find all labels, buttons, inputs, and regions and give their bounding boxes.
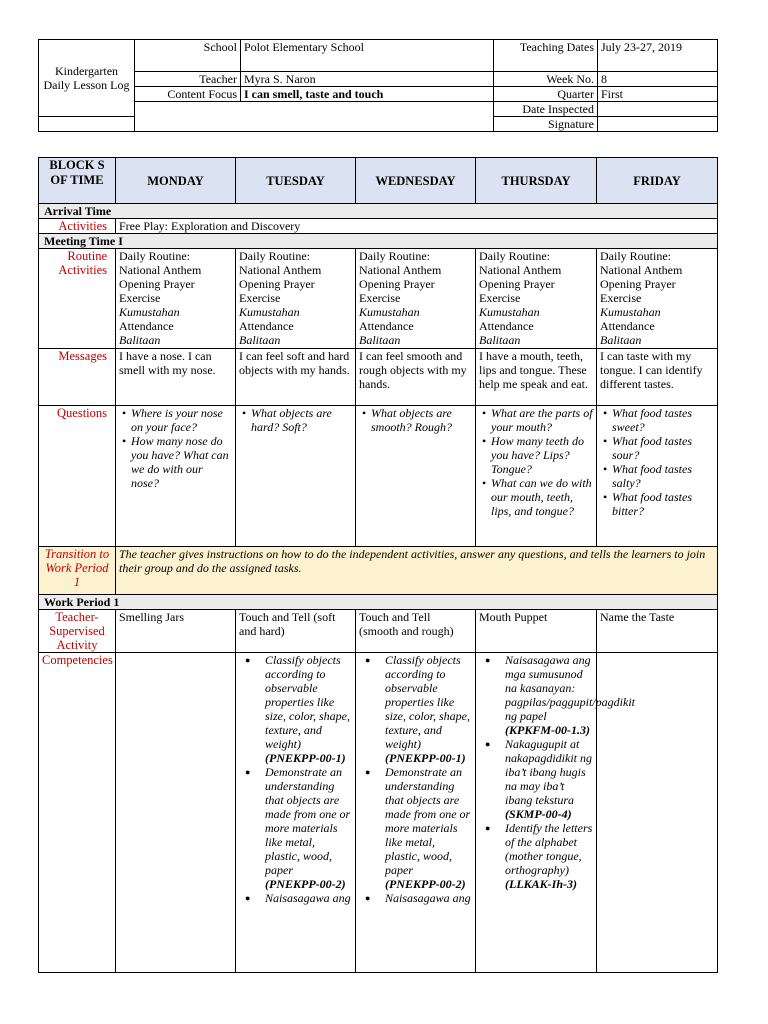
- supervised-wednesday: Touch and Tell (smooth and rough): [356, 610, 476, 653]
- day-header-thursday: THURSDAY: [476, 158, 597, 204]
- routine-line: Opening Prayer: [359, 277, 435, 291]
- content-focus-value: I can smell, taste and touch: [241, 87, 494, 102]
- routine-line: National Anthem: [600, 263, 683, 277]
- transition-text: The teacher gives instructions on how to do the independent activities, answer any questions, and tells the learners to join their group and do the assigned tasks.: [116, 547, 718, 595]
- competencies-wednesday: [356, 653, 476, 973]
- teaching-dates-value: July 23-27, 2019: [598, 40, 718, 72]
- signature-value: [598, 117, 718, 132]
- question-item: • What food tastes bitter?: [612, 490, 714, 518]
- day-header-wednesday: WEDNESDAY: [356, 158, 476, 204]
- routine-line: Balitaan: [600, 333, 642, 347]
- question-item: • What can we do with our mouth, teeth, lips, and tongue?: [491, 476, 593, 518]
- competencies-monday: [116, 653, 236, 973]
- work-period-section: Work Period 1: [39, 595, 718, 610]
- header-blank: [135, 102, 494, 132]
- routine-line: Kumustahan: [359, 305, 420, 319]
- supervised-thursday: Mouth Puppet: [476, 610, 597, 653]
- routine-line: Attendance: [600, 319, 655, 333]
- routine-line: Daily Routine:: [239, 249, 310, 263]
- questions-thursday: [476, 406, 597, 547]
- question-item: • What objects are hard? Soft?: [251, 406, 352, 434]
- supervised-tuesday: Touch and Tell (soft and hard): [236, 610, 356, 653]
- routine-line: National Anthem: [239, 263, 322, 277]
- question-item: • What are the parts of your mouth?: [491, 406, 593, 434]
- questions-monday: [116, 406, 236, 547]
- routine-line: Opening Prayer: [239, 277, 315, 291]
- date-inspected-label: Date Inspected: [494, 102, 598, 117]
- routine-line: Exercise: [479, 291, 521, 305]
- competency-item: ● Demonstrate an understanding that objects are made from one or more materials like metal, plastic, wood, paper (PNEKPP-00-2): [265, 765, 352, 891]
- question-item: • What food tastes salty?: [612, 462, 714, 490]
- routine-line: Exercise: [359, 291, 401, 305]
- competency-item: ● Demonstrate an understanding that objects are made from one or more materials like metal, plastic, wood, paper (PNEKPP-00-2): [385, 765, 472, 891]
- competency-item: ● Naisasagawa ang mga sumusunod na kasanayan: pagpilas/paggupit/pagdikit ng papel (KPKFM-00-1.3): [505, 653, 593, 737]
- routine-line: Balitaan: [479, 333, 521, 347]
- question-item: • What food tastes sour?: [612, 434, 714, 462]
- day-header-monday: MONDAY: [116, 158, 236, 204]
- question-item: • How many nose do you have? What can we do with our nose?: [131, 434, 232, 490]
- routine-line: Kumustahan: [119, 305, 180, 319]
- competency-item: ● Identify the letters of the alphabet (mother tongue, orthography) (LLKAK-Ih-3): [505, 821, 593, 891]
- routine-line: Opening Prayer: [600, 277, 676, 291]
- routine-cell-monday: [116, 249, 236, 349]
- routine-cell-wednesday: [356, 249, 476, 349]
- supervised-friday: Name the Taste: [597, 610, 718, 653]
- routine-line: Attendance: [119, 319, 174, 333]
- message-thursday: I have a mouth, teeth, lips and tongue. These help me speak and eat.: [476, 349, 597, 406]
- questions-label: Questions: [39, 406, 116, 547]
- school-value: Polot Elementary School: [241, 40, 494, 72]
- message-wednesday: I can feel smooth and rough objects with my hands.: [356, 349, 476, 406]
- questions-tuesday: [236, 406, 356, 547]
- meeting-time-section: Meeting Time I: [39, 234, 718, 249]
- competency-item: ● Naisasagawa ang: [265, 891, 352, 905]
- routine-line: Balitaan: [239, 333, 281, 347]
- teacher-supervised-label: Teacher-Supervised Activity: [39, 610, 116, 653]
- message-friday: I can taste with my tongue. I can identify different tastes.: [597, 349, 718, 406]
- routine-line: Opening Prayer: [119, 277, 195, 291]
- teaching-dates-label: Teaching Dates: [494, 40, 598, 72]
- routine-line: Kumustahan: [600, 305, 661, 319]
- routine-line: Balitaan: [119, 333, 161, 347]
- question-item: • How many teeth do you have? Lips? Tongue?: [491, 434, 593, 476]
- competency-item: ● Classify objects according to observable properties like size, color, shape, texture, and weight) (PNEKPP-00-1): [265, 653, 352, 765]
- routine-line: Attendance: [479, 319, 534, 333]
- competency-item: ● Classify objects according to observable properties like size, color, shape, texture, and weight) (PNEKPP-00-1): [385, 653, 472, 765]
- activities-value: Free Play: Exploration and Discovery: [116, 219, 718, 234]
- routine-line: Attendance: [359, 319, 414, 333]
- routine-line: Attendance: [239, 319, 294, 333]
- message-tuesday: I can feel soft and hard objects with my hands.: [236, 349, 356, 406]
- routine-cell-friday: [597, 249, 718, 349]
- routine-line: Kumustahan: [479, 305, 540, 319]
- routine-line: Daily Routine:: [119, 249, 190, 263]
- quarter-value: First: [598, 87, 718, 102]
- competencies-tuesday: [236, 653, 356, 973]
- competency-item: ● Naisasagawa ang: [385, 891, 472, 905]
- routine-line: Exercise: [119, 291, 161, 305]
- routine-line: Opening Prayer: [479, 277, 555, 291]
- message-monday: I have a nose. I can smell with my nose.: [116, 349, 236, 406]
- signature-label: Signature: [494, 117, 598, 132]
- routine-line: Balitaan: [359, 333, 401, 347]
- arrival-time-section: Arrival Time: [39, 204, 718, 219]
- routine-line: National Anthem: [119, 263, 202, 277]
- quarter-label: Quarter: [494, 87, 598, 102]
- routine-line: Exercise: [239, 291, 281, 305]
- messages-label: Messages: [39, 349, 116, 406]
- supervised-monday: Smelling Jars: [116, 610, 236, 653]
- questions-friday: [597, 406, 718, 547]
- content-focus-label: Content Focus: [135, 87, 241, 102]
- routine-line: Kumustahan: [239, 305, 300, 319]
- teacher-value: Myra S. Naron: [241, 72, 494, 87]
- routine-line: Daily Routine:: [359, 249, 430, 263]
- routine-line: Daily Routine:: [479, 249, 550, 263]
- lesson-log-header: [38, 39, 718, 132]
- competencies-thursday: [476, 653, 636, 973]
- day-header-tuesday: TUESDAY: [236, 158, 356, 204]
- routine-line: National Anthem: [359, 263, 442, 277]
- competencies-label: Competencies: [39, 653, 116, 973]
- questions-wednesday: [356, 406, 476, 547]
- dll-title: Kindergarten Daily Lesson Log: [39, 40, 135, 117]
- routine-line: National Anthem: [479, 263, 562, 277]
- date-inspected-value: [598, 102, 718, 117]
- routine-cell-thursday: [476, 249, 597, 349]
- header-blank-left: [39, 117, 135, 132]
- activities-label: Activities: [39, 219, 116, 234]
- routine-activities-label: Routine Activities: [39, 249, 116, 349]
- routine-cell-tuesday: [236, 249, 356, 349]
- blocks-of-time-header: BLOCK S OF TIME: [39, 158, 116, 204]
- school-label: School: [135, 40, 241, 72]
- question-item: • Where is your nose on your face?: [131, 406, 232, 434]
- routine-line: Exercise: [600, 291, 642, 305]
- routine-line: Daily Routine:: [600, 249, 671, 263]
- question-item: • What objects are smooth? Rough?: [371, 406, 472, 434]
- week-label: Week No.: [494, 72, 598, 87]
- competency-item: ● Nakagugupit at nakapagdidikit ng iba’t ibang hugis na may iba’t ibang tekstura (SKMP-00-4): [505, 737, 593, 821]
- lesson-schedule-table: [38, 157, 718, 973]
- question-item: • What food tastes sweet?: [612, 406, 714, 434]
- transition-label: Transition to Work Period 1: [39, 547, 116, 595]
- week-value: 8: [598, 72, 718, 87]
- teacher-label: Teacher: [135, 72, 241, 87]
- day-header-friday: FRIDAY: [597, 158, 718, 204]
